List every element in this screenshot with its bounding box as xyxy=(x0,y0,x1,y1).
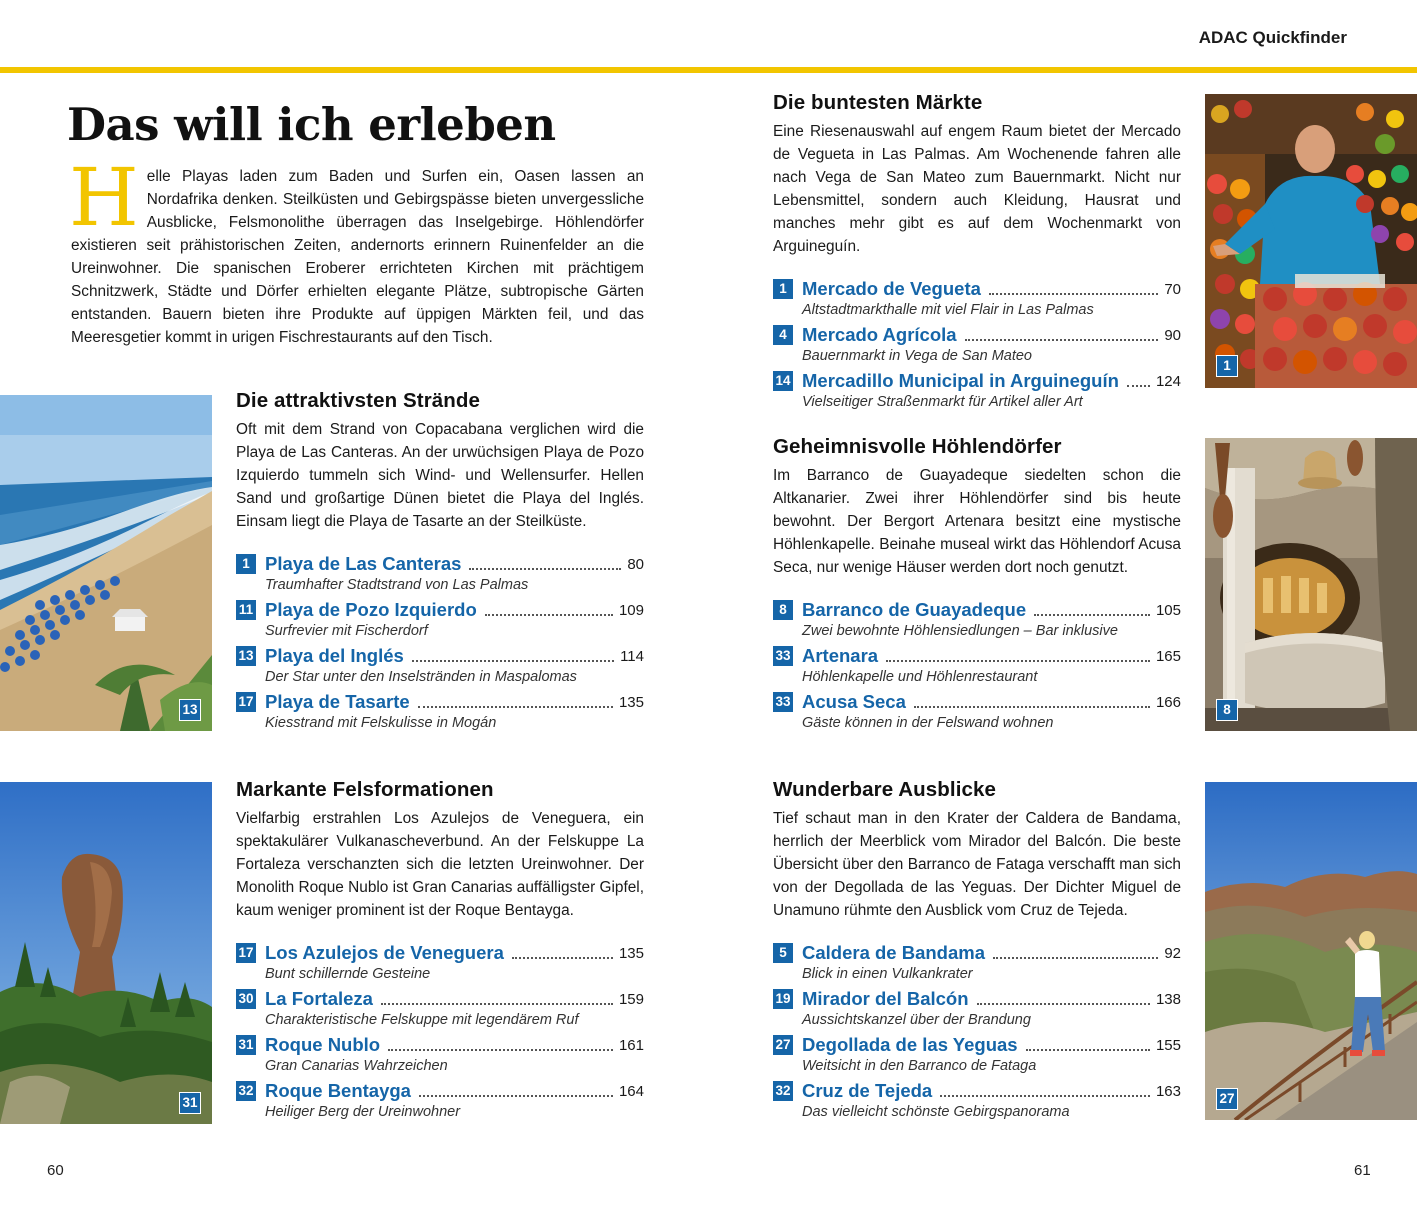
entry-page-number: 138 xyxy=(1155,991,1181,1008)
entry-list xyxy=(773,940,1181,1124)
dot-leader xyxy=(485,614,613,616)
intro-text: elle Playas laden zum Baden und Surfen ein, Oasen lassen an Nordafrika denken. Steilküsten und Gebirgspässe bieten unvergessliche Ausblicke, Felsmonolithe überragen das Inselgebirge. Höhlendörfer existieren seit prähistorischen Zeiten, andernorts erinnern Ruinenfelder an die Ureinwohner. Die spanischen Eroberer errichteten Kirchen mit prächtigem Schnitzwerk, Städte und Dörfer erhielten elegante Plätze, subtropische Gärten entstanden. Bauern bieten ihre Produkte auf üppigen Märkten feil, und das Meeresgetier kommt in urigen Fischrestaurants auf den Tisch. xyxy=(71,168,644,346)
entry-number-badge: 1 xyxy=(236,554,256,574)
section-text: Eine Riesenauswahl auf engem Raum bietet der Mercado de Vegueta in Las Palmas. Am Wochenende fahren alle nach Vega de San Mateo zum Bauernmarkt. Nicht nur Lebensmittel, sondern auch Kleidung, Hausrat und manches mehr gibt es auf dem Wochenmarkt von Arguineguín. xyxy=(773,123,1181,255)
list-item[interactable] xyxy=(236,597,644,643)
entry-number-badge: 31 xyxy=(236,1035,256,1055)
entry-number-badge: 32 xyxy=(236,1081,256,1101)
dot-leader xyxy=(412,660,614,662)
list-item[interactable] xyxy=(236,986,644,1032)
dot-leader xyxy=(419,1095,613,1097)
dot-leader xyxy=(418,706,613,708)
entry-number-badge: 11 xyxy=(236,600,256,620)
dot-leader xyxy=(512,957,613,959)
entry-subtitle: Gran Canarias Wahrzeichen xyxy=(265,1058,448,1074)
dot-leader xyxy=(965,339,1159,341)
beach-photo xyxy=(0,395,212,731)
list-item[interactable] xyxy=(236,643,644,689)
entry-number-badge: 27 xyxy=(773,1035,793,1055)
section-markets xyxy=(773,91,1181,414)
section-text: Tief schaut man in den Krater der Caldera de Bandama, herrlich der Meerblick vom Mirador del Balcón. Die beste Übersicht über den Barranco de Fataga verschafft man sich von der Degollada de las Yeguas. Der Dichter Miguel de Unamuno rühmte den Ausblick vom Cruz de Tejeda. xyxy=(773,810,1181,919)
entry-number-badge: 5 xyxy=(773,943,793,963)
entry-page-number: 166 xyxy=(1155,694,1181,711)
dot-leader xyxy=(1127,385,1150,387)
entry-page-number: 124 xyxy=(1155,373,1181,390)
entry-page-number: 105 xyxy=(1155,602,1181,619)
entry-subtitle: Der Star unter den Inselstränden in Maspalomas xyxy=(265,669,577,685)
entry-subtitle: Vielseitiger Straßenmarkt für Artikel aller Art xyxy=(802,394,1083,410)
entry-list xyxy=(773,597,1181,735)
entry-page-number: 109 xyxy=(618,602,644,619)
list-item[interactable] xyxy=(236,940,644,986)
list-item[interactable] xyxy=(773,940,1181,986)
list-item[interactable] xyxy=(236,1078,644,1124)
cave-photo xyxy=(1205,438,1417,731)
rock-photo xyxy=(0,782,212,1124)
list-item[interactable] xyxy=(773,689,1181,735)
section-text: Im Barranco de Guayadeque siedelten schon die Altkanarier. Zwei ihrer Höhlendörfer sind bis heute bewohnt. Der Bergort Artenara besitzt eine mystische Höhlenkapelle. Beinahe museal wirkt das Höhlendorf Acusa Seca, nur wenige Häuser werden dort noch genutzt. xyxy=(773,467,1181,576)
entry-link[interactable]: Playa del Inglés xyxy=(265,645,404,666)
page-number-right: 61 xyxy=(1354,1162,1371,1179)
entry-number-badge: 17 xyxy=(236,943,256,963)
photo-badge: 27 xyxy=(1216,1088,1238,1110)
entry-number-badge: 30 xyxy=(236,989,256,1009)
entry-subtitle: Altstadtmarkthalle mit viel Flair in Las Palmas xyxy=(802,302,1094,318)
entry-subtitle: Blick in einen Vulkankrater xyxy=(802,966,973,982)
entry-number-badge: 14 xyxy=(773,371,793,391)
entry-page-number: 155 xyxy=(1155,1037,1181,1054)
dot-leader xyxy=(1034,614,1150,616)
entry-subtitle: Heiliger Berg der Ureinwohner xyxy=(265,1104,461,1120)
entry-link[interactable]: Mirador del Balcón xyxy=(802,988,969,1009)
dot-leader xyxy=(993,957,1158,959)
intro-paragraph xyxy=(69,151,644,349)
dot-leader xyxy=(914,706,1150,708)
page-number-left: 60 xyxy=(47,1162,64,1179)
viewpoint-photo xyxy=(1205,782,1417,1120)
entry-link[interactable]: Los Azulejos de Veneguera xyxy=(265,942,504,963)
entry-page-number: 135 xyxy=(618,945,644,962)
section-beaches xyxy=(236,389,644,735)
entry-subtitle: Aussichtskanzel über der Brandung xyxy=(802,1012,1031,1028)
list-item[interactable] xyxy=(236,551,644,597)
list-item[interactable] xyxy=(773,322,1181,368)
entry-link[interactable]: La Fortaleza xyxy=(265,988,373,1009)
list-item[interactable] xyxy=(773,1078,1181,1124)
entry-number-badge: 33 xyxy=(773,692,793,712)
entry-number-badge: 33 xyxy=(773,646,793,666)
section-title: Die attraktivsten Strände xyxy=(236,389,481,412)
entry-subtitle: Kiesstrand mit Felskulisse in Mogán xyxy=(265,715,497,731)
entry-page-number: 70 xyxy=(1164,281,1181,298)
dot-leader xyxy=(977,1003,1150,1005)
entry-subtitle: Höhlenkapelle und Höhlenrestaurant xyxy=(802,669,1038,685)
entry-page-number: 159 xyxy=(618,991,644,1008)
entry-number-badge: 1 xyxy=(773,279,793,299)
market-photo xyxy=(1205,94,1417,388)
entry-page-number: 80 xyxy=(627,556,644,573)
section-title: Wunderbare Ausblicke xyxy=(773,778,997,801)
list-item[interactable] xyxy=(773,276,1181,322)
entry-link[interactable]: Acusa Seca xyxy=(802,691,906,712)
entry-page-number: 163 xyxy=(1155,1083,1181,1100)
entry-page-number: 114 xyxy=(620,648,644,665)
entry-link[interactable]: Cruz de Tejeda xyxy=(802,1080,933,1101)
section-rock-formations xyxy=(236,778,644,1124)
section-title: Die buntesten Märkte xyxy=(773,91,983,114)
entry-list xyxy=(236,940,644,1124)
list-item[interactable] xyxy=(236,1032,644,1078)
photo-badge: 31 xyxy=(179,1092,201,1114)
entry-link[interactable]: Playa de Tasarte xyxy=(265,691,410,712)
list-item[interactable] xyxy=(773,368,1181,414)
photo-badge: 1 xyxy=(1216,355,1238,377)
entry-subtitle: Surfrevier mit Fischerdorf xyxy=(265,623,428,639)
dot-leader xyxy=(469,568,621,570)
entry-link[interactable]: Mercado de Vegueta xyxy=(802,278,981,299)
entry-page-number: 92 xyxy=(1164,945,1181,962)
page-title: Das will ich erleben xyxy=(67,98,556,151)
dot-leader xyxy=(989,293,1158,295)
entry-page-number: 165 xyxy=(1155,648,1181,665)
entry-number-badge: 32 xyxy=(773,1081,793,1101)
list-item[interactable] xyxy=(773,986,1181,1032)
entry-link[interactable]: Playa de Las Canteras xyxy=(265,553,462,574)
entry-subtitle: Weitsicht in den Barranco de Fataga xyxy=(802,1058,1037,1074)
entry-number-badge: 4 xyxy=(773,325,793,345)
list-item[interactable] xyxy=(773,1032,1181,1078)
entry-page-number: 164 xyxy=(618,1083,644,1100)
entry-link[interactable]: Degollada de las Yeguas xyxy=(802,1034,1018,1055)
entry-link[interactable]: Caldera de Bandama xyxy=(802,942,986,963)
section-title: Markante Felsformationen xyxy=(236,778,494,801)
drop-cap: H xyxy=(69,151,139,244)
entry-number-badge: 17 xyxy=(236,692,256,712)
dot-leader xyxy=(1026,1049,1150,1051)
header-rule xyxy=(0,67,1417,73)
section-cave-villages xyxy=(773,435,1181,735)
dot-leader xyxy=(381,1003,613,1005)
section-viewpoints xyxy=(773,778,1181,1124)
photo-badge: 13 xyxy=(179,699,201,721)
section-text: Vielfarbig erstrahlen Los Azulejos de Veneguera, ein spektakulärer Vulkanascheverbund. An der Felskuppe La Fortaleza verschanzten sich die letzten Ureinwohner. Der Monolith Roque Nublo ist Gran Canarias auffälligster Gipfel, kaum weniger prominent ist der Roque Bentayga. xyxy=(236,810,644,919)
entry-link[interactable]: Roque Nublo xyxy=(265,1034,381,1055)
entry-link[interactable]: Artenara xyxy=(802,645,879,666)
entry-number-badge: 8 xyxy=(773,600,793,620)
entry-page-number: 161 xyxy=(618,1037,644,1054)
entry-subtitle: Bunt schillernde Gesteine xyxy=(265,966,431,982)
photo-badge: 8 xyxy=(1216,699,1238,721)
entry-page-number: 90 xyxy=(1164,327,1181,344)
entry-link[interactable]: Barranco de Guayadeque xyxy=(802,599,1027,620)
entry-page-number: 135 xyxy=(618,694,644,711)
entry-subtitle: Charakteristische Felskuppe mit legendärem Ruf xyxy=(265,1012,579,1028)
dot-leader xyxy=(388,1049,613,1051)
entry-link[interactable]: Playa de Pozo Izquierdo xyxy=(265,599,477,620)
entry-number-badge: 13 xyxy=(236,646,256,666)
quickfinder-label: ADAC Quickfinder xyxy=(1198,28,1347,47)
entry-list xyxy=(773,276,1181,414)
section-text: Oft mit dem Strand von Copacabana verglichen wird die Playa de Las Canteras. An der urwüchsigen Playa de Pozo Izquierdo tummeln sich Wind- und Wellensurfer. Hellen Sand und großartige Dünen bietet die Playa del Inglés. Einsam liegt die Playa de Tasarte an der Steilküste. xyxy=(236,421,644,530)
entry-link[interactable]: Mercadillo Municipal in Arguineguín xyxy=(802,370,1119,391)
entry-subtitle: Gäste können in der Felswand wohnen xyxy=(802,715,1054,731)
entry-subtitle: Traumhafter Stadtstrand von Las Palmas xyxy=(265,577,529,593)
dot-leader xyxy=(940,1095,1150,1097)
dot-leader xyxy=(886,660,1150,662)
section-title: Geheimnisvolle Höhlendörfer xyxy=(773,435,1062,458)
list-item[interactable] xyxy=(773,643,1181,689)
entry-list xyxy=(236,551,644,735)
entry-link[interactable]: Roque Bentayga xyxy=(265,1080,411,1101)
list-item[interactable] xyxy=(236,689,644,735)
entry-subtitle: Bauernmarkt in Vega de San Mateo xyxy=(802,348,1032,364)
entry-number-badge: 19 xyxy=(773,989,793,1009)
entry-subtitle: Das vielleicht schönste Gebirgspanorama xyxy=(802,1104,1070,1120)
entry-subtitle: Zwei bewohnte Höhlensiedlungen – Bar inklusive xyxy=(802,623,1118,639)
list-item[interactable] xyxy=(773,597,1181,643)
entry-link[interactable]: Mercado Agrícola xyxy=(802,324,957,345)
